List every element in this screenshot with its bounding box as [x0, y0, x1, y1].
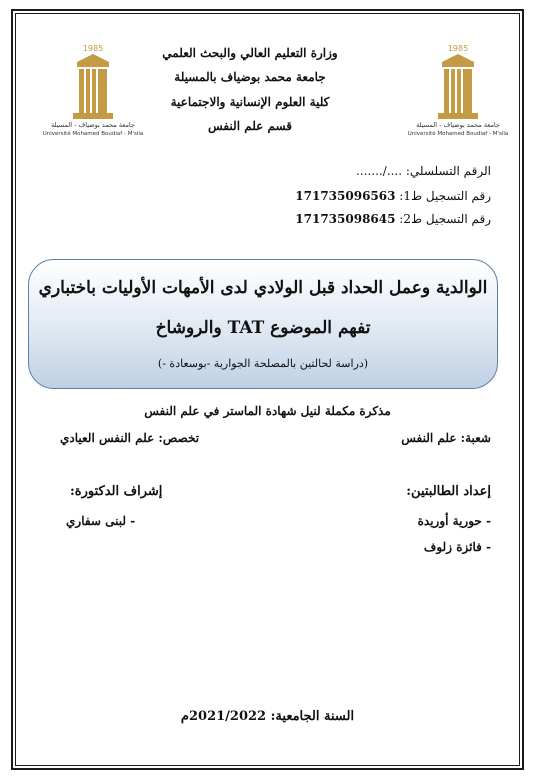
students-heading: إعداد الطالبتين: — [406, 484, 491, 499]
student-name: - حورية أوريدة — [417, 514, 491, 528]
registration-number: 171735096563 — [295, 189, 396, 203]
registration-label: رقم التسجيل ط1: — [399, 189, 491, 203]
student-name: - فائزة زلوف — [423, 540, 491, 554]
registration-number: 171735098645 — [295, 212, 396, 226]
thesis-title-box — [28, 259, 498, 389]
logo-caption-ar: جامعة محمد بوضياف - المسيلة — [51, 121, 135, 129]
registration-label: رقم التسجيل ط2: — [399, 212, 491, 226]
tower-icon — [438, 52, 478, 126]
thesis-subtitle: (دراسة لحالتين بالمصلحة الجوارية -بوسعادة -) — [157, 357, 369, 370]
university-logo-left — [38, 44, 148, 144]
faculty-name: كلية العلوم الإنسانية والاجتماعية — [170, 95, 330, 109]
university-logo-right — [403, 44, 513, 144]
ministry-name: وزارة التعليم العالي والبحث العلمي — [162, 46, 338, 60]
logo-year: 1985 — [447, 44, 469, 53]
supervisor-name: - لبنى سفاري — [66, 514, 136, 528]
thesis-title-line-1: الوالدية وعمل الحداد قبل الولادي لدى الأمهات الأوليات باختباري — [38, 278, 488, 298]
university-name: جامعة محمد بوضياف بالمسيلة — [174, 70, 326, 84]
thesis-title-line-2: تفهم الموضوع TAT والروشاخ — [155, 318, 371, 338]
branch: شعبة: علم النفس — [401, 431, 491, 445]
serial-number: الرقم التسلسلي: ..../....... — [356, 164, 491, 178]
logo-caption-fr: Université Mohamed Boudiaf - M'sila — [407, 131, 509, 137]
registration-student-1 — [295, 189, 491, 203]
specialty: تخصص: علم النفس العيادي — [60, 431, 200, 445]
tower-icon — [73, 52, 113, 126]
registration-student-2 — [295, 212, 491, 226]
logo-caption-ar: جامعة محمد بوضياف - المسيلة — [416, 121, 500, 129]
department-name: قسم علم النفس — [208, 119, 292, 133]
logo-caption-fr: Université Mohamed Boudiaf - M'sila — [42, 131, 144, 137]
academic-year: السنة الجامعية: 2021/2022م — [180, 709, 355, 724]
thesis-note: مذكرة مكملة لنيل شهادة الماستر في علم النفس — [144, 404, 391, 418]
supervisor-heading: إشراف الدكتورة: — [70, 484, 163, 499]
logo-year: 1985 — [82, 44, 104, 53]
